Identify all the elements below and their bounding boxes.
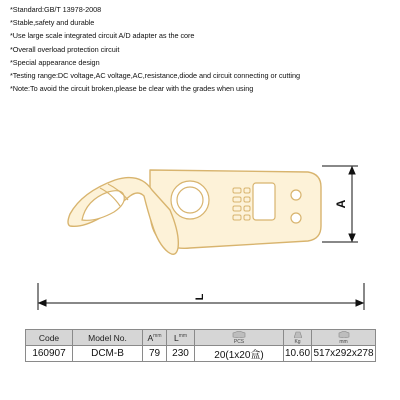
clamp-meter-drawing <box>0 150 400 320</box>
spec-item: *Use large scale integrated circuit A/D adapter as the core <box>10 31 195 41</box>
spec-item: *Note:To avoid the circuit broken,please be clear with the grades when using <box>10 84 254 94</box>
header-kg: Kg <box>284 330 312 346</box>
dimension-l-label: L <box>194 293 206 301</box>
cell-kg: 10.60 <box>284 346 312 362</box>
spec-item: *Stable,safety and durable <box>10 18 95 28</box>
cell-pcs: 20(1x20盒) <box>195 346 284 362</box>
cell-code: 160907 <box>26 346 73 362</box>
display-window <box>253 183 275 220</box>
carton-icon <box>232 331 246 338</box>
cell-size: 517x292x278 <box>312 346 376 362</box>
jack-hole <box>291 213 301 223</box>
spec-item: *Special appearance design <box>10 57 100 67</box>
dimension-a-label: A <box>334 199 348 209</box>
header-a: $A^{mm}$ <box>143 330 167 346</box>
table-row <box>26 346 376 362</box>
header-pcs: PCS <box>195 330 284 346</box>
cell-a: 79 <box>143 346 167 362</box>
header-size: mm <box>312 330 376 346</box>
spec-list <box>10 3 395 95</box>
header-l: $L^{mm}$ <box>167 330 195 346</box>
header-model: Model No. <box>73 330 143 346</box>
table-header-row <box>26 330 376 346</box>
weight-icon <box>294 331 302 338</box>
cell-model: DCM-B <box>73 346 143 362</box>
jack-hole <box>291 190 301 200</box>
spec-item: *Overall overload protection circuit <box>10 44 120 54</box>
header-code: Code <box>26 330 73 346</box>
cell-l: 230 <box>167 346 195 362</box>
box-dimension-icon <box>337 331 351 338</box>
spec-item: *Standard:GB/T 13978-2008 <box>10 5 102 14</box>
product-spec-table <box>25 329 376 362</box>
spec-item: *Testing range:DC voltage,AC voltage,AC,resistance,diode and circuit connecting or cutting <box>10 71 300 81</box>
